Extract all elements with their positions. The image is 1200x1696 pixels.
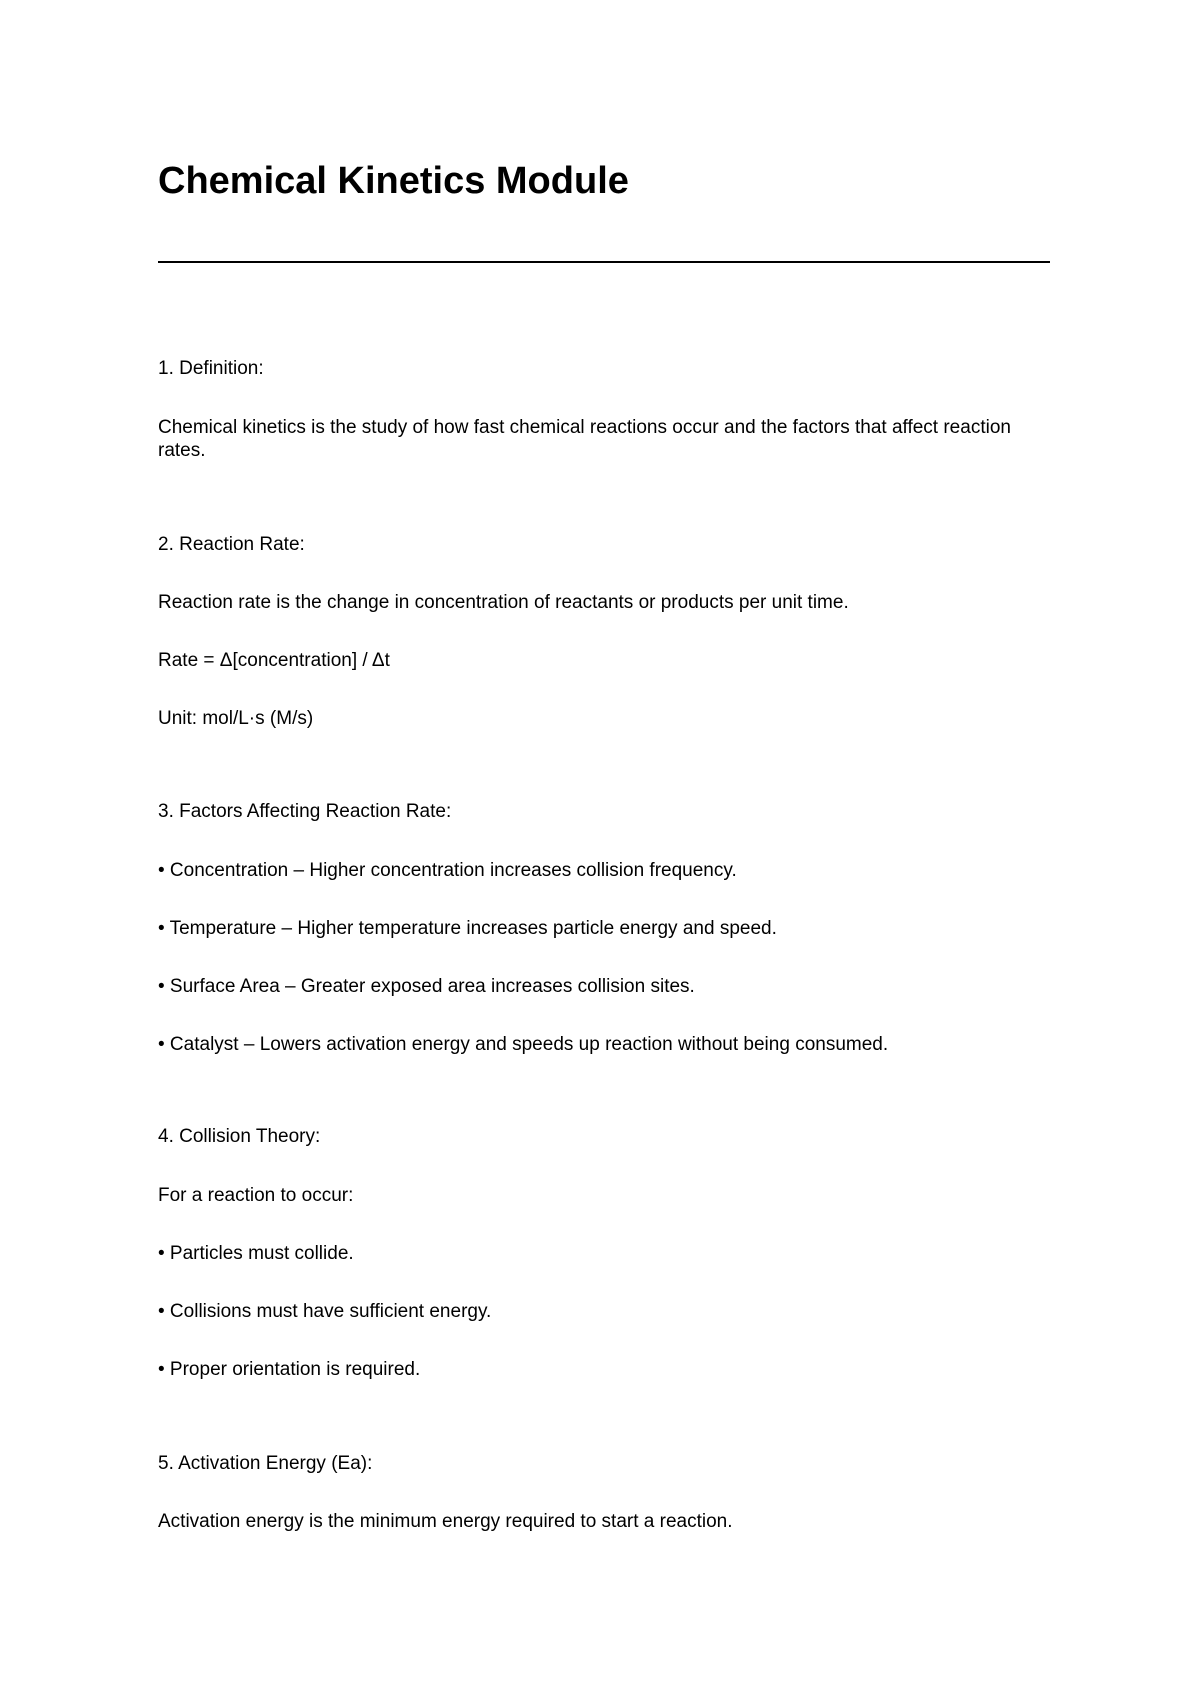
title-divider: [158, 261, 1050, 263]
collision-item: • Collisions must have sufficient energy.: [158, 1301, 492, 1322]
collision-theory-intro: For a reaction to occur:: [158, 1185, 354, 1206]
section-heading-activation-energy: 5. Activation Energy (Ea):: [158, 1453, 373, 1474]
factor-item: • Concentration – Higher concentration increases collision frequency.: [158, 860, 737, 881]
factor-item: • Surface Area – Greater exposed area increases collision sites.: [158, 976, 695, 997]
activation-energy-text: Activation energy is the minimum energy required to start a reaction.: [158, 1511, 733, 1532]
reaction-rate-unit: Unit: mol/L·s (M/s): [158, 708, 314, 729]
section-heading-definition: 1. Definition:: [158, 358, 264, 379]
section-heading-collision-theory: 4. Collision Theory:: [158, 1126, 321, 1147]
section-heading-reaction-rate: 2. Reaction Rate:: [158, 534, 305, 555]
reaction-rate-text: Reaction rate is the change in concentration of reactants or products per unit time.: [158, 592, 849, 613]
page-title: Chemical Kinetics Module: [158, 160, 629, 202]
collision-item: • Proper orientation is required.: [158, 1359, 421, 1380]
section-heading-factors: 3. Factors Affecting Reaction Rate:: [158, 801, 452, 822]
reaction-rate-formula: Rate = Δ[concentration] / Δt: [158, 650, 390, 671]
definition-text: Chemical kinetics is the study of how fast chemical reactions occur and the factors that affect reaction rates.: [158, 417, 1011, 461]
factor-item: • Temperature – Higher temperature increases particle energy and speed.: [158, 918, 777, 939]
factor-item: • Catalyst – Lowers activation energy and speeds up reaction without being consumed.: [158, 1034, 889, 1055]
collision-item: • Particles must collide.: [158, 1243, 354, 1264]
